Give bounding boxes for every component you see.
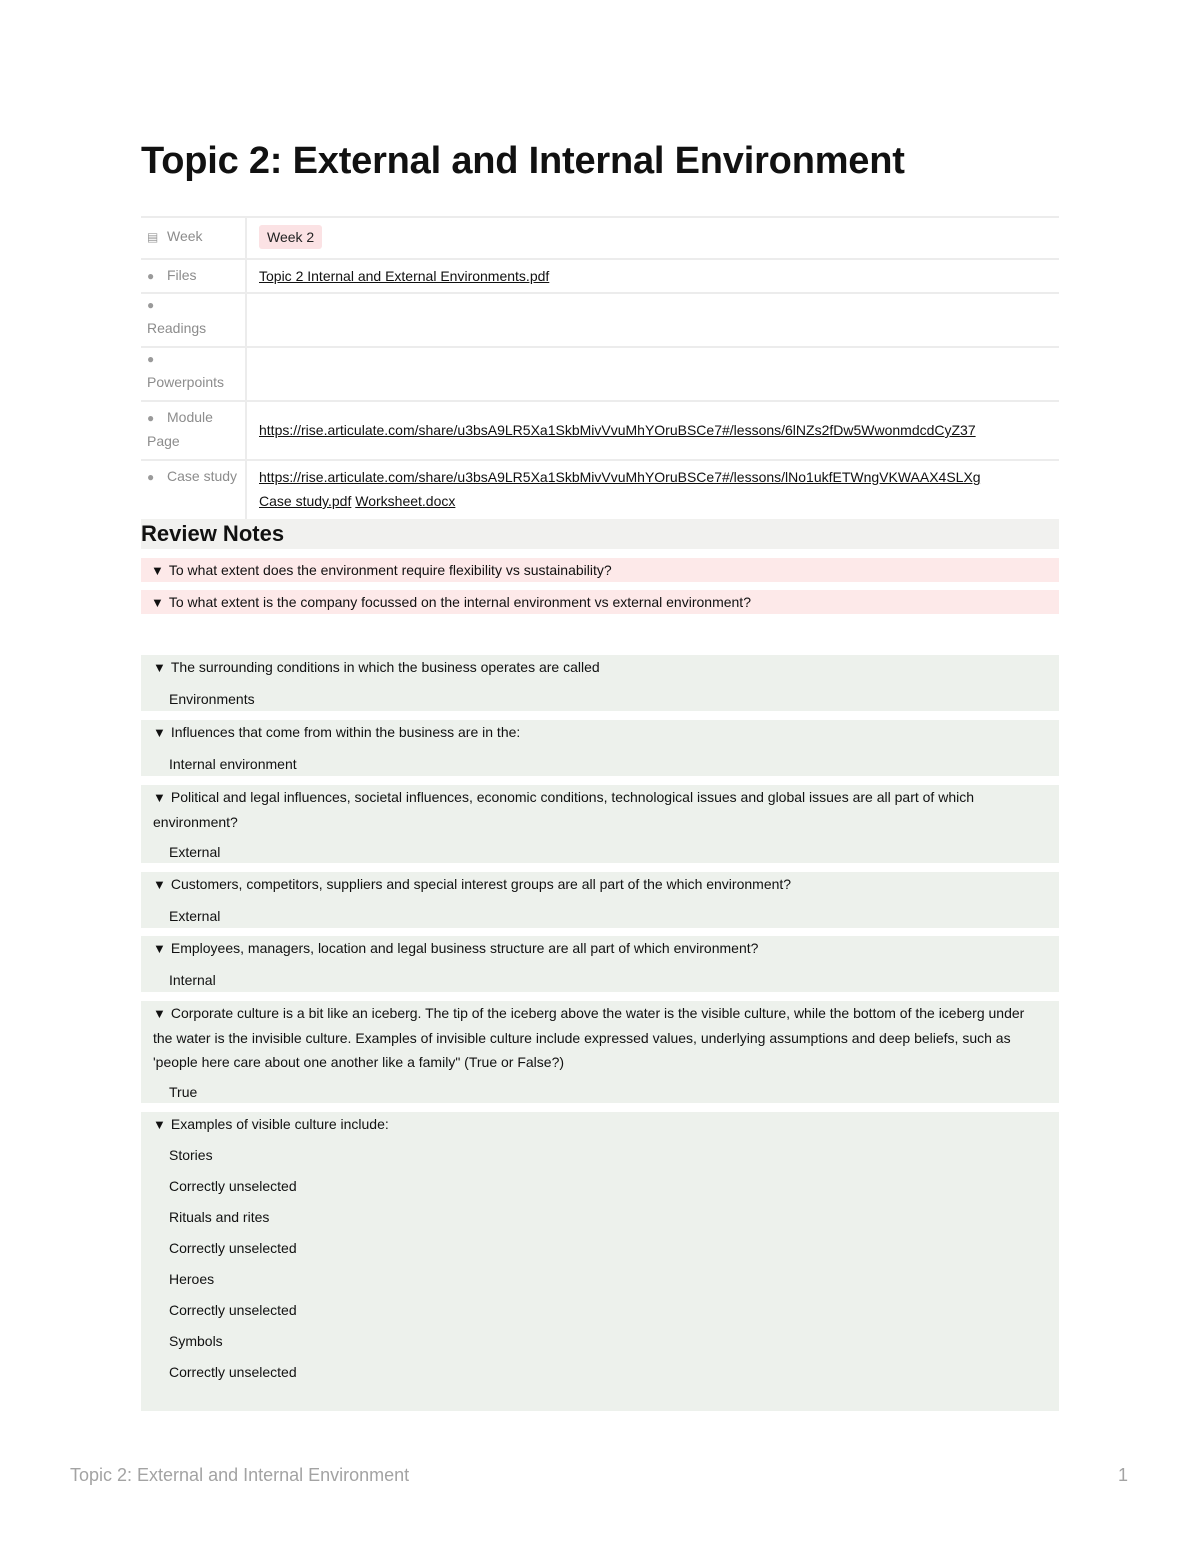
flashcard-question: Political and legal influences, societal influences, economic conditions, technological issues and global issues are all part of which environment? — [153, 789, 975, 830]
property-label-cell — [141, 347, 246, 401]
review-toggle[interactable] — [141, 590, 1059, 614]
worksheet-file-link[interactable]: Worksheet.docx — [355, 493, 456, 509]
property-label-cell — [141, 293, 246, 347]
flashcard-answer: True — [169, 1084, 198, 1100]
properties-table — [141, 216, 1059, 521]
property-value-cell — [246, 460, 1059, 520]
paperclip-icon: ● — [147, 470, 155, 484]
flashcard — [141, 1112, 1059, 1411]
option-label: Stories — [169, 1147, 213, 1163]
property-row-files — [141, 259, 1059, 293]
property-value-cell — [246, 217, 1059, 259]
flashcard-toggle[interactable] — [153, 872, 1029, 897]
option-label: Symbols — [169, 1333, 223, 1349]
flashcard — [141, 1001, 1059, 1103]
review-prompt: To what extent does the environment require flexibility vs sustainability? — [168, 562, 612, 578]
flashcard — [141, 785, 1059, 863]
option-status: Correctly unselected — [169, 1240, 297, 1256]
property-label-cell — [141, 217, 246, 259]
flashcard-toggle[interactable] — [153, 936, 1029, 961]
property-row-readings — [141, 293, 1059, 347]
option-status: Correctly unselected — [169, 1178, 297, 1194]
review-toggle[interactable] — [141, 558, 1059, 582]
flashcard-question: Customers, competitors, suppliers and special interest groups are all part of the which environment? — [170, 876, 792, 892]
flashcard-toggle[interactable] — [153, 720, 1029, 745]
case-study-link[interactable]: https://rise.articulate.com/share/u3bsA9LR5Xa1SkbMivVvuMhYOruBSCe7#/lessons/lNo1ukfETWngVKWAAX4SLXg — [259, 469, 981, 485]
property-value-cell — [246, 401, 1059, 460]
flashcard-toggle[interactable] — [153, 655, 1029, 680]
option-status: Correctly unselected — [169, 1364, 297, 1380]
property-label-cell — [141, 401, 246, 460]
flashcard-answer: Environments — [169, 691, 255, 707]
caret-down-icon: ▼ — [153, 660, 166, 675]
property-label-cell — [141, 460, 246, 520]
flashcard-question: Examples of visible culture include: — [170, 1116, 389, 1132]
page-number: 1 — [1118, 1465, 1129, 1485]
option-label: Heroes — [169, 1271, 215, 1287]
paperclip-icon: ● — [147, 352, 155, 366]
review-prompt: To what extent is the company focussed on the internal environment vs external environment? — [168, 594, 751, 610]
property-row-week — [141, 217, 1059, 259]
caret-down-icon: ▼ — [153, 1117, 166, 1132]
flashcard-answer: External — [169, 908, 221, 924]
flashcard — [141, 872, 1059, 928]
flashcard-question: Employees, managers, location and legal business structure are all part of which environment? — [170, 940, 759, 956]
caret-down-icon: ▼ — [151, 563, 164, 578]
paperclip-icon: ● — [147, 298, 155, 312]
page-title: Topic 2: External and Internal Environment — [141, 140, 905, 182]
property-value-cell — [246, 293, 1059, 347]
footer-title: Topic 2: External and Internal Environment — [70, 1465, 410, 1485]
paperclip-icon: ● — [147, 269, 155, 283]
property-label: Files — [167, 267, 197, 283]
flashcard-question: Corporate culture is a bit like an iceberg. The tip of the iceberg above the water is the visible culture, while the bottom of the iceberg under the water is the invisible culture. Examples of invisible culture include expressed values, underlying assumptions and deep beliefs, such as 'people here care about one another like a family" (True or False?) — [153, 1005, 1025, 1070]
case-study-file-link[interactable]: Case study.pdf — [259, 493, 352, 509]
property-label-cell — [141, 259, 246, 293]
caret-down-icon: ▼ — [153, 941, 166, 956]
caret-down-icon: ▼ — [153, 725, 166, 740]
option-label: Rituals and rites — [169, 1209, 270, 1225]
flashcard-question: Influences that come from within the business are in the: — [170, 724, 521, 740]
property-row-powerpoints — [141, 347, 1059, 401]
property-label: Powerpoints — [147, 374, 225, 390]
flashcard-toggle[interactable] — [153, 1112, 1029, 1137]
flashcard-question: The surrounding conditions in which the business operates are called — [170, 659, 600, 675]
flashcard-toggle[interactable] — [153, 1001, 1029, 1074]
flashcard — [141, 720, 1059, 776]
review-notes-heading: Review Notes — [141, 519, 1059, 549]
week-tag[interactable]: Week 2 — [259, 225, 322, 249]
flashcard-toggle[interactable] — [153, 785, 1029, 834]
flashcard-answer: External — [169, 844, 221, 860]
caret-down-icon: ▼ — [151, 595, 164, 610]
option-status: Correctly unselected — [169, 1302, 297, 1318]
flashcard — [141, 936, 1059, 992]
caret-down-icon: ▼ — [153, 790, 166, 805]
module-page-link[interactable]: https://rise.articulate.com/share/u3bsA9LR5Xa1SkbMivVvuMhYOruBSCe7#/lessons/6lNZs2fDw5WwonmdcdCyZ37 — [259, 422, 976, 438]
caret-down-icon: ▼ — [153, 1006, 166, 1021]
property-value-cell — [246, 347, 1059, 401]
flashcard — [141, 655, 1059, 711]
flashcard-answer: Internal environment — [169, 756, 297, 772]
property-label: Module Page — [147, 409, 213, 449]
property-label: Week — [167, 228, 203, 244]
caret-down-icon: ▼ — [153, 877, 166, 892]
file-link[interactable]: Topic 2 Internal and External Environments.pdf — [259, 268, 550, 284]
property-label: Case study — [167, 468, 238, 484]
property-value-cell — [246, 259, 1059, 293]
property-row-module-page — [141, 401, 1059, 460]
property-label: Readings — [147, 320, 207, 336]
list-icon: ▤ — [147, 230, 159, 244]
link-icon: ● — [147, 411, 155, 425]
flashcard-answer: Internal — [169, 972, 216, 988]
property-row-case-study — [141, 460, 1059, 520]
